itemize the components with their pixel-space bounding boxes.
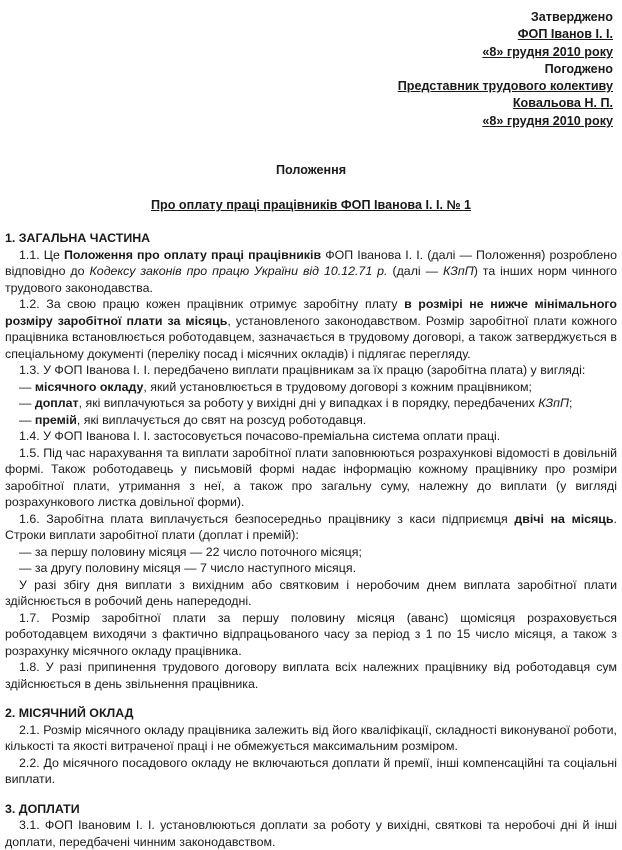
p11-kzpp: КЗпП <box>443 264 474 278</box>
p16-bold-twice: двічі на місяць <box>514 511 614 526</box>
section-2-heading: 2. МІСЯЧНИЙ ОКЛАД <box>5 706 134 720</box>
p11-text-e: (далі — <box>387 264 443 278</box>
document-subtitle: Про оплату праці працівників ФОП Іванова І. І. № 1 <box>150 198 472 212</box>
section-gap <box>5 788 617 801</box>
paragraph-3-1: 3.1. ФОП Івановим І. І. установлюються доплати за роботу у вихідні, святкові та неробочі дні й інші доплати, передбачені чинним законодавством. <box>5 818 617 849</box>
list-item-bonuses <box>5 412 617 429</box>
paragraph-1-6-item-2: — за другу половину місяця — 7 число наступного місяця. <box>19 561 357 575</box>
representative-title: Представник трудового колективу <box>397 79 613 94</box>
p16-text-a: 1.6. Заробітна плата виплачується безпосередньо працівнику з каси підприємця <box>19 511 515 526</box>
paragraph-1-8: 1.8. У разі припинення трудового договору виплата всіх належних працівнику від роботодавця сум здійснюється в день звільнення працівника. <box>5 660 617 691</box>
agreement-date-open-quote: « <box>482 113 490 128</box>
paragraph-1-7: 1.7. Розмір заробітної плати за першу половину місяця (аванс) щомісяця розраховується роботодавцем виходячи з фактично відпрацьованого часу за період з 1 по 15 число місяця, а також з розрахунку місячного окладу працівника. <box>5 610 617 658</box>
representative-name: Ковальова Н. П. <box>512 96 613 111</box>
b2-bold: доплат <box>34 396 79 410</box>
list-item-salary <box>5 379 617 396</box>
approved-label: Затверджено <box>530 10 613 24</box>
b3-dash: — <box>19 412 35 427</box>
paragraph-2-1: 2.1. Розмір місячного окладу працівника залежить від його кваліфікації, складності виконуваної роботи, кількості та якості витраченої праці і не обмежується максимальним розміром. <box>5 722 617 753</box>
paragraph-1-2 <box>5 296 617 362</box>
b2-kzpp: КЗпП <box>538 396 569 410</box>
paragraph-1-6-item-1: — за першу половину місяця — 22 число поточного місяця; <box>19 544 362 559</box>
b1-dash: — <box>19 379 35 394</box>
p12-text-c: , установленого законодавством. Розмір заробітної плати кожного працівника встановлюється роботодавцем, зазначається в трудовому договорі, а також затверджується в спеціальному документі (переліку посад і місячних окладів) і підлягає перегляду. <box>5 313 617 361</box>
p11-text-c: ФОП Іванова І. І. (далі — Положення) розроблено відповідно до <box>5 247 618 278</box>
section-gap <box>5 692 617 705</box>
paragraph-1-1 <box>5 247 617 297</box>
paragraph-1-6-tail: У разі збігу дня виплати з вихідним або святковим і неробочим днем виплата заробітної плати здійснюється в робочий день напередодні. <box>5 577 617 608</box>
list-item-surcharges <box>5 395 617 412</box>
approval-block <box>398 9 613 130</box>
p16-text-c: . Строки виплати заробітної плати (доплат і премій): <box>5 511 617 542</box>
agreement-date-day: 8 <box>489 113 497 128</box>
section-1-heading: 1. ЗАГАЛЬНА ЧАСТИНА <box>5 231 151 245</box>
document-title: Положення <box>275 163 347 177</box>
b2-end: ; <box>568 396 573 410</box>
p12-text-a: 1.2. За свою працю кожен працівник отримує заробітну плату <box>19 297 405 311</box>
document-body <box>5 230 617 850</box>
paragraph-1-5: 1.5. Під час нарахування та виплати заробітної плати заповнюються розрахункові відомості в довільній формі. Також роботодавець у письмовій формі надає інформацію кожному працівнику про розміри заробітної плати, утримання з неї, а також про загальну суму, належну до виплати (у вигляді розрахункового листка довільної форми). <box>5 445 617 509</box>
b3-bold: премій <box>34 412 77 427</box>
b3-text: , які виплачується до свят на розсуд роботодавця. <box>76 412 367 427</box>
agreed-label: Погоджено <box>544 61 613 76</box>
agreement-date-rest: » грудня 2010 року <box>496 113 613 128</box>
paragraph-2-2: 2.2. До місячного посадового окладу не включаються доплати й премії, інші компенсаційні та соціальні виплати. <box>5 755 617 786</box>
approver-name: ФОП Іванов І. І. <box>517 27 613 42</box>
approval-date <box>398 44 613 61</box>
p12-bold-minimum: в розмірі не нижче мінімального розміру заробітної плати за місяць <box>5 297 617 328</box>
p11-code-reference: Кодексу законів про працю України від 10.12.71 р. <box>89 264 388 278</box>
b1-bold: місячного окладу <box>34 379 144 394</box>
approval-date-day: 8 <box>489 44 497 59</box>
paragraph-1-4: 1.4. У ФОП Іванова І. І. застосовується почасово-преміальна система оплати праці. <box>19 429 501 443</box>
b1-text: , який установлюється в трудовому договорі з кожним працівником; <box>143 379 532 394</box>
paragraph-1-3: 1.3. У ФОП Іванова І. І. передбачено виплати працівникам за їх працю (заробітна плата) у вигляді: <box>19 363 586 377</box>
p11-bold-title: Положення про оплату праці працівників <box>63 247 322 262</box>
agreement-date <box>398 113 613 130</box>
b2-text: , які виплачуються за роботу у вихідні дні у випадках і в порядку, передбачених <box>78 396 539 410</box>
paragraph-1-6 <box>5 511 617 544</box>
approval-date-open-quote: « <box>482 44 490 59</box>
section-3-heading: 3. ДОПЛАТИ <box>5 801 80 816</box>
b2-dash: — <box>19 396 35 410</box>
p11-text-g: ) та інших норм чинного трудового законодавства. <box>5 264 617 295</box>
document-subtitle-wrap <box>0 198 622 212</box>
approval-date-rest: » грудня 2010 року <box>496 44 613 59</box>
p11-text-a: 1.1. Це <box>19 247 64 262</box>
